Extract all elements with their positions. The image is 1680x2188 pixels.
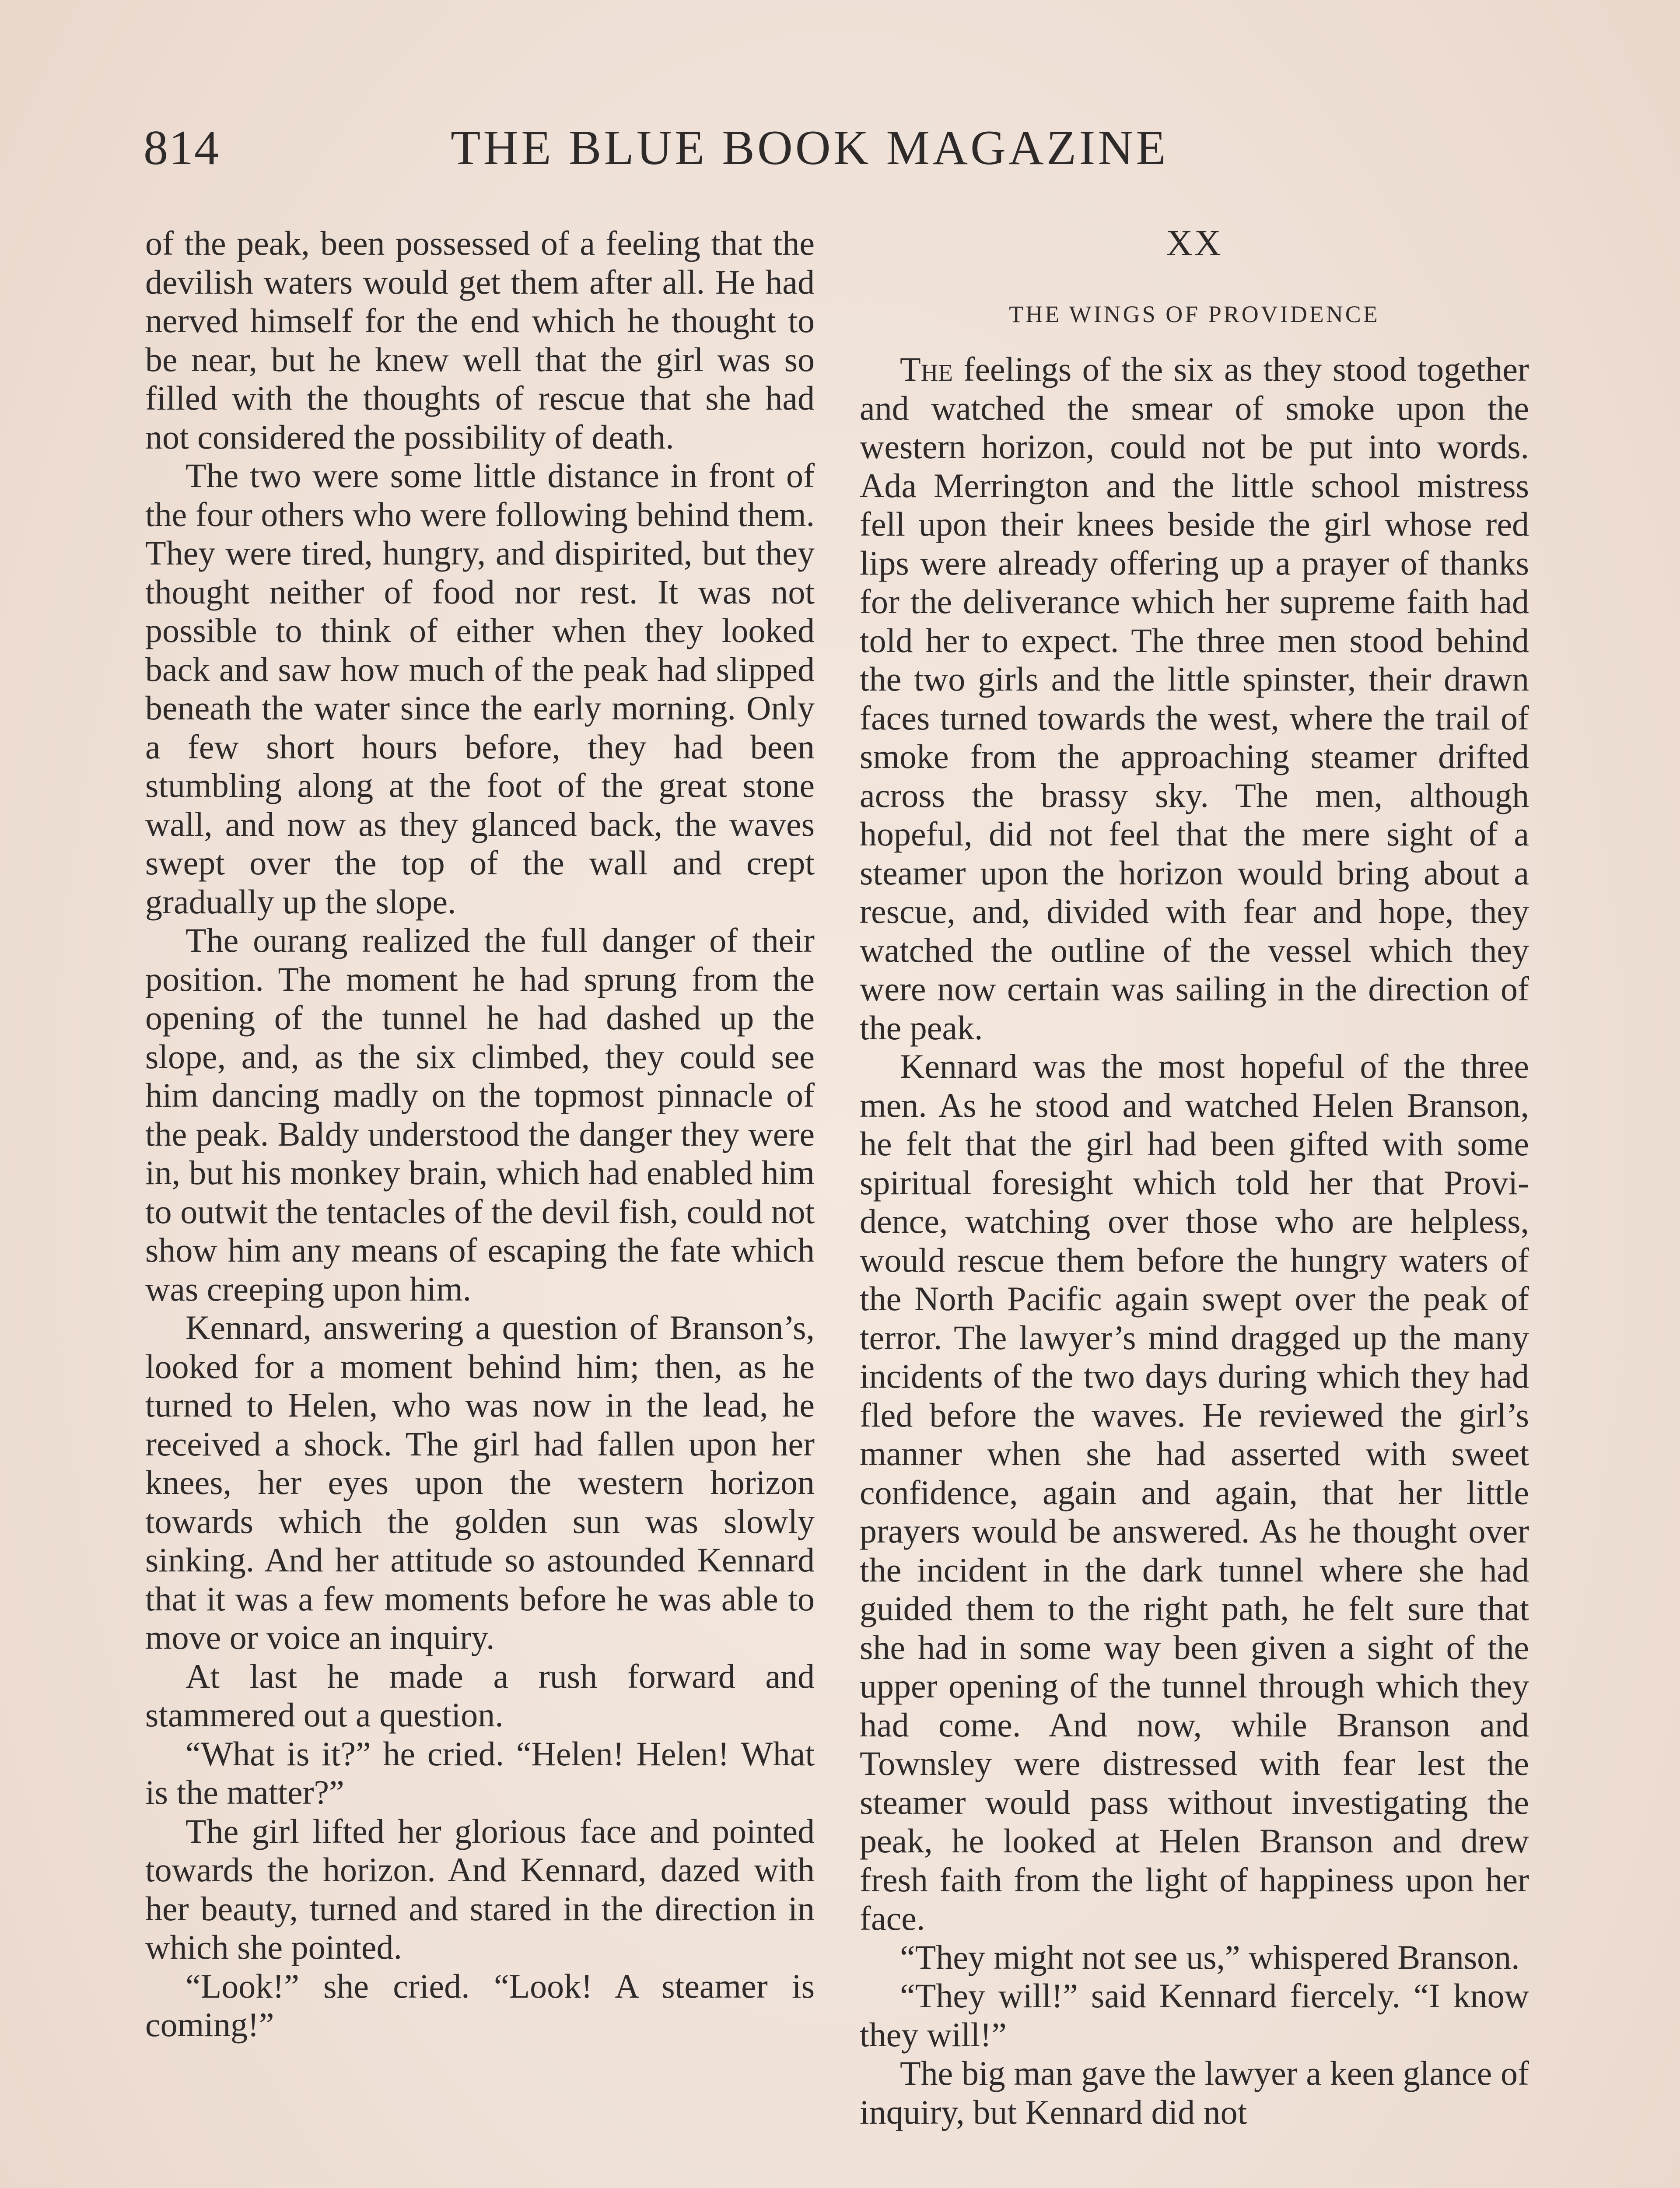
paragraph: The girl lifted her glorious face and pointed towards the horizon. And Kennard, dazed with her beauty, turned and stared in the direction in which she pointed. (145, 1812, 815, 1966)
paragraph: The two were some little distance in front of the four others who were following behind them. They were tired, hungry, and dispirited, but they thought neither of food nor rest. It was not possible to think of either when they looked back and saw how much of the peak had slipped beneath the water since the early morning. Only a few short hours before, they had been stumbling along at the foot of the great stone wall, and now as they glanced back, the waves swept over the top of the wall and crept gradually up the slope. (145, 456, 815, 921)
paragraph (860, 350, 1529, 1047)
paragraph: At last he made a rush forward and stammered out a question. (145, 1657, 815, 1734)
left-column (145, 224, 815, 2044)
right-column (860, 224, 1529, 2132)
page-number: 814 (144, 121, 220, 175)
paragraph: Kennard was the most hopeful of the three men. As he stood and watched Helen Branson, he felt that the girl had been gifted with some spiritual foresight which told her that Providence, watching over those who are helpless, would rescue them before the hungry waters of the North Pacific again swept over the peak of terror. The lawyer’s mind dragged up the many incidents of the two days during which they had fled before the waves. He reviewed the girl’s manner when she had asserted with sweet confidence, again and again, that her little prayers would be answered. As he thought over the incident in the dark tunnel where she had guided them to the right path, he felt sure that she had in some way been given a sight of the upper opening of the tunnel through which they had come. And now, while Branson and Townsley were distressed with fear lest the steamer would pass without investigating the peak, he looked at Helen Branson and drew fresh faith from the light of happiness upon her face. (860, 1047, 1529, 1937)
opening-word: The (900, 350, 953, 388)
paragraph: “They will!” said Kennard fiercely. “I know they will!” (860, 1977, 1529, 2054)
paragraph: “What is it?” he cried. “Helen! Helen! What is the matter?” (145, 1734, 815, 1811)
opening-paragraph-text: feelings of the six as they stood together and watched the smear of smoke upon the western horizon, could not be put into words. Ada Merrington and the little school mistress fell upon their knees beside the girl whose red lips were already offering up a prayer of thanks for the deliverance which her supreme faith had told her to expect. The three men stood behind the two girls and the little spinster, their drawn faces turned towards the west, where the trail of smoke from the approaching steamer drifted across the brassy sky. The men, although hopeful, did not feel that the mere sight of a steamer upon the horizon would bring about a rescue, and, divided with fear and hope, they watched the outline of the vessel which they were now certain was sailing in the direction of the peak. (860, 350, 1529, 1047)
paragraph: The big man gave the lawyer a keen glance of inquiry, but Kennard did not (860, 2054, 1529, 2131)
paragraph: of the peak, been possessed of a feeling that the devilish waters would get them after all. He had nerved himself for the end which he thought to be near, but he knew well that the girl was so filled with the thoughts of rescue that she had not considered the possibility of death. (145, 224, 815, 456)
running-head: THE BLUE BOOK MAGAZINE (451, 121, 1169, 175)
paragraph: The ourang realized the full danger of their position. The moment he had sprung from the opening of the tunnel he had dashed up the slope, and, as the six climbed, they could see him dancing madly on the topmost pinnacle of the peak. Baldy understood the danger they were in, but his monkey brain, which had enabled him to outwit the tentacles of the devil fish, could not show him any means of escaping the fate which was creeping upon him. (145, 921, 815, 1308)
paragraph: “They might not see us,” whispered Branson. (900, 1938, 1520, 1976)
paragraph: Kennard, answering a question of Branson’s, looked for a moment behind him; then, as he turned to Helen, who was now in the lead, he received a shock. The girl had fallen upon her knees, her eyes upon the western horizon towards which the golden sun was slowly sinking. And her attitude so astounded Kennard that it was a few moments before he was able to move or voice an inquiry. (145, 1308, 815, 1656)
chapter-title: THE WINGS OF PROVIDENCE (1009, 301, 1380, 327)
chapter-number: XX (1166, 223, 1223, 263)
paragraph: “Look!” she cried. “Look! A steamer is coming!” (145, 1967, 815, 2044)
